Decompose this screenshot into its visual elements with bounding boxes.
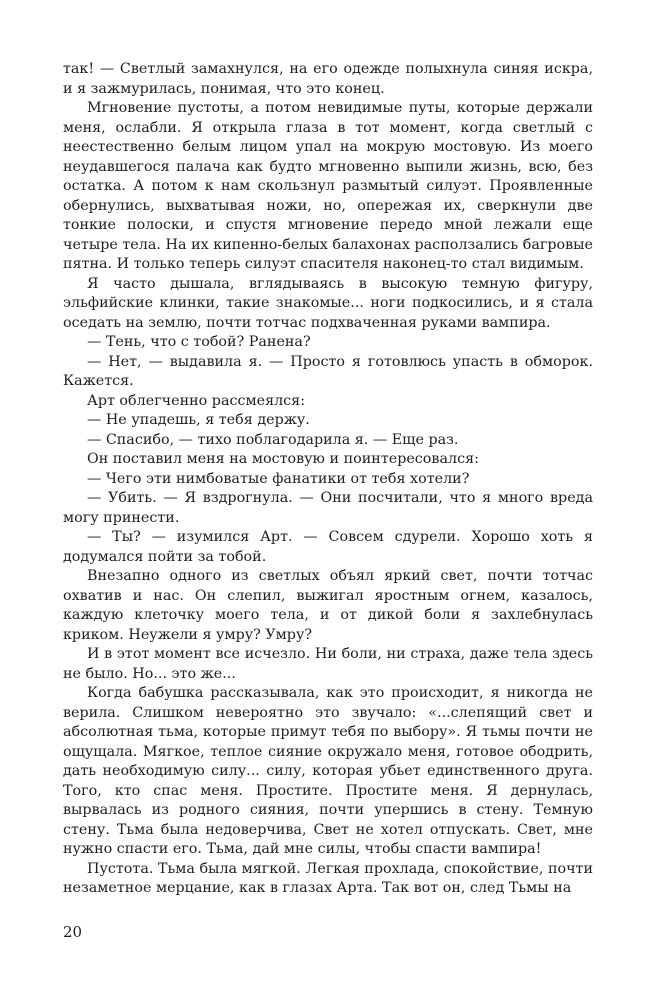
paragraph: Когда бабушка рассказывала, как это происходит, я никогда не верила. Слишком невероятно это звучало: «...слепящий свет и абсолютная тьма, которые примут тебя по выбору». Я тьмы почти не ощущала. Мягкое, теплое сияние окружало меня, готовое ободрить, дать необходимую силу... силу, которая убьет единственного друга. Того, кто спас меня. Простите. Простите меня. Я дернулась, вырвалась из родного сияния, почти упершись в стену. Темную стену. Тьма была недоверчива, Свет не хотел отпускать. Свет, мне нужно спасти его. Тьма, дай мне силы, чтобы спасти вампира! [63, 685, 593, 857]
dialogue-line: — Нет, — выдавила я. — Просто я готовлюсь упасть в обморок. Кажется. [63, 353, 593, 389]
paragraph: Мгновение пустоты, а потом невидимые путы, которые держали меня, ослабли. Я открыла глаза в тот момент, когда светлый с неестественно белым лицом упал на мокрую мостовую. Из моего неудавшегося палача как будто мгновенно выпили жизнь, всю, без остатка. А потом к нам скользнул размытый силуэт. Проявленные обернулись, выхватывая ножи, но, опережая их, сверкнули две тонкие полоски, и спустя мгновение передо мной лежали еще четыре тела. На их кипенно-белых балахонах расползались багровые пятна. И только теперь силуэт спасителя наконец-то стал видимым. [63, 100, 593, 272]
paragraph: Он поставил меня на мостовую и поинтересовался: [87, 451, 479, 467]
page-text [63, 60, 593, 899]
dialogue-line: — Тень, что с тобой? Ранена? [87, 334, 311, 350]
paragraph: И в этот момент все исчезло. Ни боли, ни страха, даже тела здесь не было. Но... это же... [63, 646, 593, 682]
dialogue-line: — Не упадешь, я тебя держу. [87, 412, 310, 428]
dialogue-line: — Спасибо, — тихо поблагодарила я. — Еще раз. [87, 431, 459, 448]
paragraph: так! — Светлый замахнулся, на его одежде полыхнула синяя искра, и я зажмурилась, понимая, что это конец. [63, 61, 593, 97]
dialogue-line: — Ты? — изумился Арт. — Совсем сдурели. Хорошо хоть я додумался пойти за тобой. [63, 529, 593, 565]
paragraph: Внезапно одного из светлых объял яркий свет, почти тотчас охватив и нас. Он слепил, выжигал яростным огнем, казалось, каждую клеточку моего тела, и от дикой боли я захлебнулась криком. Неужели я умру? Умру? [63, 568, 593, 643]
paragraph: Арт облегченно рассмеялся: [87, 392, 306, 409]
dialogue-line: — Убить. — Я вздрогнула. — Они посчитали, что я много вреда могу принести. [63, 490, 593, 526]
paragraph: Я часто дышала, вглядываясь в высокую темную фигуру, эльфийские клинки, такие знакомые... ноги подкосились, и я стала оседать на землю, почти тотчас подхваченная руками вампира. [63, 275, 593, 331]
dialogue-line: — Чего эти нимбоватые фанатики от тебя хотели? [87, 470, 470, 487]
paragraph: Пустота. Тьма была мягкой. Легкая прохлада, спокойствие, почти незаметное мерцание, как в глазах Арта. Так вот он, след Тьмы на [63, 860, 593, 896]
page-number: 20 [63, 923, 83, 941]
